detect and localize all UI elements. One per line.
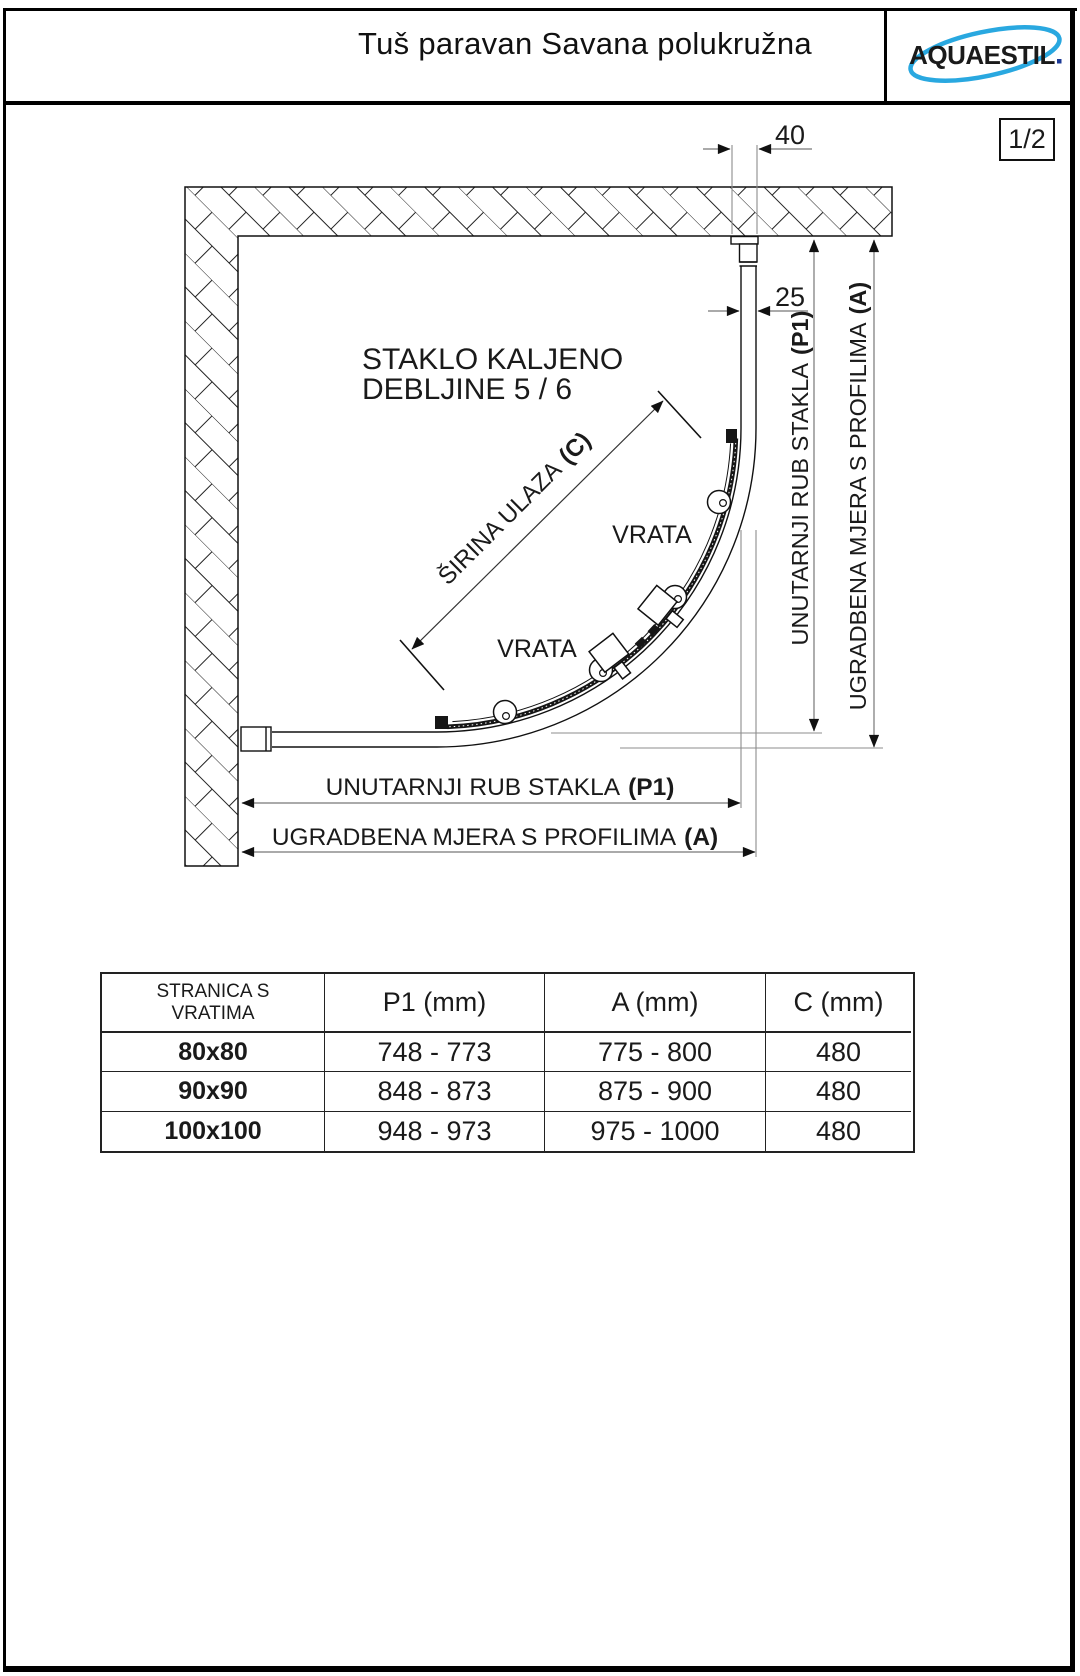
bracket-top <box>726 429 737 443</box>
roller-icon <box>494 701 517 724</box>
glass-inner-edge-arc <box>452 443 730 721</box>
dim-a-horizontal-label: UGRADBENA MJERA S PROFILIMA (A) <box>271 824 719 851</box>
table-cell-p1: 848 - 873 <box>324 1071 544 1111</box>
table-cell-size: 90x90 <box>102 1071 324 1111</box>
dim-p1-horizontal-label: UNUTARNJI RUB STAKLA (P1) <box>325 774 675 801</box>
table-cell-c: 480 <box>765 1031 911 1071</box>
door-handles <box>589 585 683 678</box>
door-label: VRATA <box>497 635 577 663</box>
door-label: VRATA <box>612 521 692 549</box>
table-cell-a: 775 - 800 <box>544 1031 765 1071</box>
page-border-bottom <box>3 1666 1075 1672</box>
dim-25-label: 25 <box>774 282 806 312</box>
entrance-dim-label: ŠIRINA ULAZA(C) <box>433 427 597 591</box>
wall-profile-bottom <box>241 727 271 751</box>
table-cell-size: 80x80 <box>102 1031 324 1071</box>
roller-icon <box>708 491 731 514</box>
glass-note-line1: STAKLO KALJENO <box>362 343 624 376</box>
table-cell-c: 480 <box>765 1071 911 1111</box>
table-cell-size: 100x100 <box>102 1111 324 1151</box>
table-header-size: STRANICA S VRATIMA <box>156 980 270 1024</box>
dim-a-horizontal <box>242 824 755 852</box>
table-cell-c: 480 <box>765 1111 911 1151</box>
table-header-a: A (mm) <box>544 974 765 1031</box>
dim-40-label: 40 <box>774 120 806 150</box>
wall-profile-top <box>731 237 758 267</box>
size-table <box>100 972 915 1153</box>
table-cell-p1: 948 - 973 <box>324 1111 544 1151</box>
dim-a-vertical-label: UGRADBENA MJERA S PROFILIMA(A) <box>845 281 871 711</box>
dim-25 <box>708 282 808 312</box>
table-cell-p1: 748 - 773 <box>324 1031 544 1071</box>
logo-text: AQUAESTIL <box>909 40 1055 70</box>
page-number: 1/2 <box>1008 124 1046 154</box>
dim-a-vertical <box>845 240 874 747</box>
glass-note-line2: DEBLJINE 5 / 6 <box>362 373 573 406</box>
dim-p1-vertical <box>787 240 814 731</box>
glass-door-arc <box>447 438 736 726</box>
table-header-c: C (mm) <box>765 974 911 1031</box>
table-header-p1: P1 (mm) <box>324 974 544 1031</box>
bracket-bottom <box>435 716 448 729</box>
table-cell-a: 875 - 900 <box>544 1071 765 1111</box>
table-cell-a: 975 - 1000 <box>544 1111 765 1151</box>
dim-p1-vertical-label: UNUTARNJI RUB STAKLA(P1) <box>787 310 813 646</box>
door-seal-marks <box>635 624 660 649</box>
page-title: Tuš paravan Savana polukružna <box>358 26 812 61</box>
dim-p1-horizontal <box>242 774 740 803</box>
